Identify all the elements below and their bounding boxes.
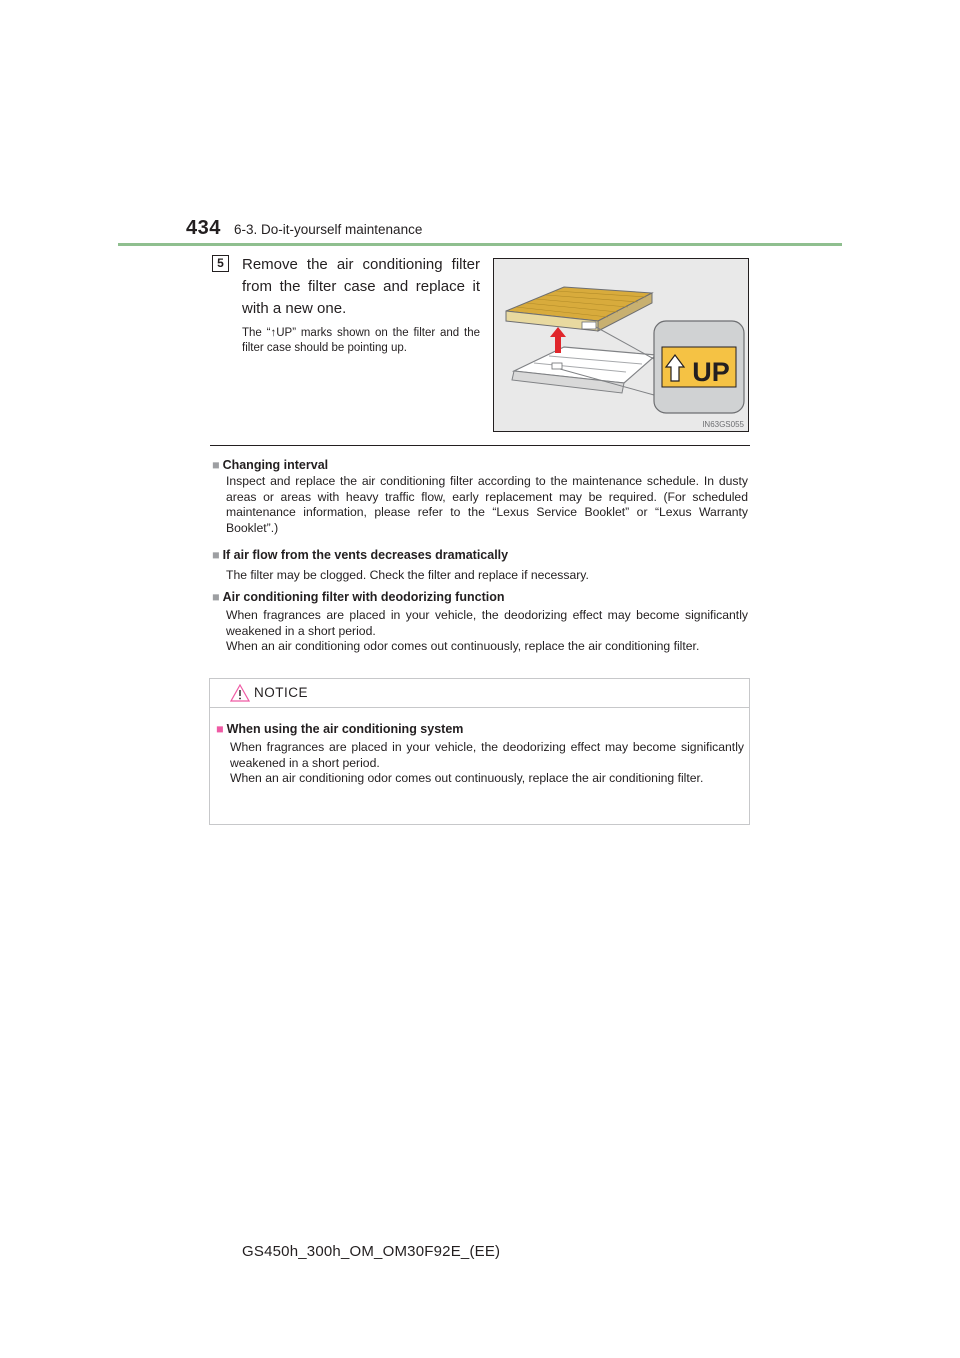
square-bullet-icon: ■ <box>212 458 220 472</box>
up-label: UP <box>692 357 730 387</box>
warning-triangle-icon <box>230 684 250 702</box>
section-title: 6-3. Do-it-yourself maintenance <box>234 222 423 237</box>
info-item-deodorizing <box>212 589 748 655</box>
step-badge: 5 <box>212 255 229 272</box>
info-text: Inspect and replace the air conditioning filter according to the maintenance schedule. In dusty areas or areas with heavy traffic flow, early replacement may be required. (For scheduled maintenance information, please refer to the “Lexus Service Booklet” or “Lexus Warranty Booklet”.) <box>226 474 748 535</box>
filter-replacement-drawing <box>494 259 750 433</box>
header-rule <box>118 243 842 246</box>
footer-model-code: GS450h_300h_OM_OM30F92E_(EE) <box>242 1243 501 1260</box>
info-title: If air flow from the vents decreases dramatically <box>222 548 509 562</box>
notice-item-title: When using the air conditioning system <box>226 722 464 736</box>
notice-text: When an air conditioning odor comes out continuously, replace the air conditioning filter. <box>230 771 704 785</box>
step-note: The “↑UP” marks shown on the filter and the filter case should be pointing up. <box>242 327 480 354</box>
notice-box <box>209 678 750 825</box>
info-item-changing-interval <box>212 457 748 536</box>
section-divider <box>210 445 750 446</box>
square-bullet-icon: ■ <box>212 548 220 562</box>
page-number: 434 <box>186 217 221 239</box>
filter-illustration <box>493 258 749 432</box>
info-text: When an air conditioning odor comes out continuously, replace the air conditioning filter. <box>226 639 700 653</box>
notice-header <box>210 679 749 708</box>
info-text: The filter may be clogged. Check the filter and replace if necessary. <box>226 568 589 582</box>
info-title: Changing interval <box>222 458 329 472</box>
info-item-air-flow <box>212 547 748 584</box>
notice-title: NOTICE <box>254 685 309 700</box>
square-bullet-icon: ■ <box>216 722 224 736</box>
step-instruction: Remove the air conditioning filter from the filter case and replace it with a new one. <box>242 256 480 317</box>
info-text: When fragrances are placed in your vehicle, the deodorizing effect may become significantly weakened in a short period. <box>226 608 748 638</box>
figure-code: IN63GS055 <box>702 420 744 429</box>
square-bullet-icon: ■ <box>212 590 220 604</box>
info-title: Air conditioning filter with deodorizing function <box>222 590 505 604</box>
notice-text: When fragrances are placed in your vehicle, the deodorizing effect may become significantly weakened in a short period. <box>230 740 744 770</box>
